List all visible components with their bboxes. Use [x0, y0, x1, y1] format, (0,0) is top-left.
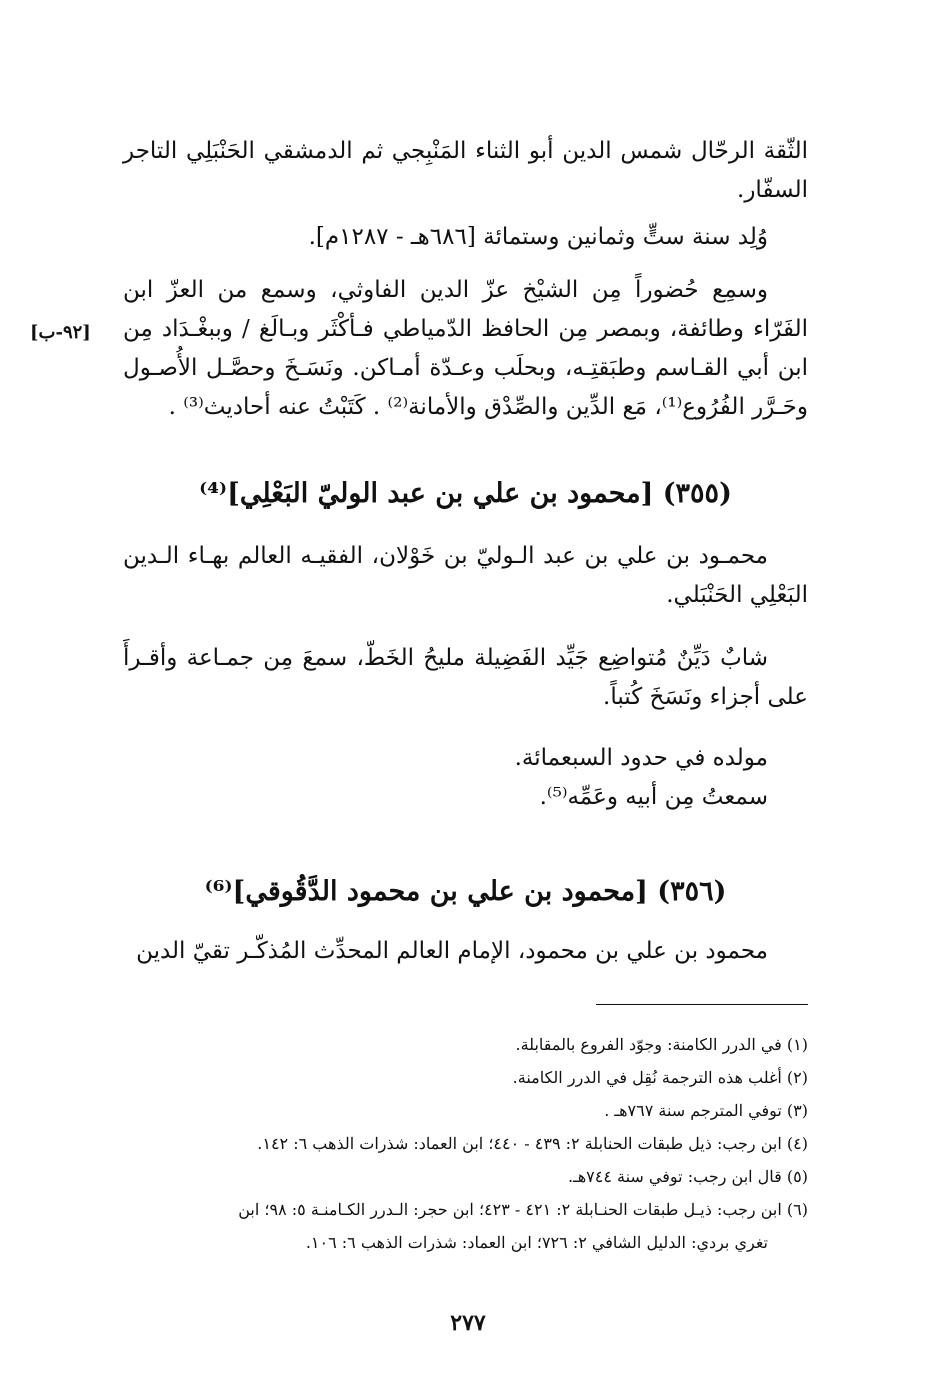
footnote-separator: [596, 1004, 808, 1005]
entry-356-body: [123, 932, 808, 971]
entry-356-paragraph-1: محمود بن علي بن محمود، الإمام العالم المحدِّث المُذكّـر تقيّ الدين: [136, 938, 768, 964]
footnote-5: (٥) قال ابن رجب: توفي سنة ٧٤٤هـ.: [567, 1167, 808, 1186]
footnote-1: (١) في الدرر الكامنة: وجوّد الفروع بالمقابلة.: [515, 1035, 808, 1054]
page-number: ٢٧٧: [450, 1310, 486, 1336]
footnote-6: (٦) ابن رجب: ذيـل طبقات الحنـابلة ٢: ٤٢١ - ٤٢٣؛ ابن حجر: الـدرر الكـامنـة ٥: ٩٨؛ ابن: [238, 1200, 808, 1219]
footnotes: [123, 1028, 808, 1259]
footnote-6-continuation: تغري بردي: الدليل الشافي ٢: ٧٢٦؛ ابن العماد: شذرات الذهب ٦: ١٠٦.: [305, 1233, 768, 1252]
entry-354-line-1: الثّقة الرحّال شمس الدين أبو الثناء المَنْبِجي ثم الدمشقي الحَنْبَلِي التاجر السفّار.: [123, 138, 808, 203]
entry-355-paragraph-4: سمعتُ مِن أبيه وعَمِّه⁽⁵⁾.: [539, 784, 768, 810]
entry-355-body: [123, 537, 808, 817]
footnote-3: (٣) توفي المترجم سنة ٧٦٧هـ .: [604, 1101, 808, 1120]
entry-355-paragraph-3: مولده في حدود السبعمائة.: [514, 745, 768, 771]
entry-355-paragraph-2: شابٌ دَيِّنٌ مُتواضِع جَيِّد الفَضِيلة مليحُ الخَطّ، سمعَ مِن جمـاعة وأقـرأَ على أجزاء ونَسَخَ كُتباً.: [123, 645, 808, 710]
entry-355-heading: (٣٥٥) [محمود بن علي بن عبد الوليّ البَعْلِي]⁽⁴⁾: [199, 478, 732, 509]
footnote-4: (٤) ابن رجب: ذيل طبقات الحنابلة ٢: ٤٣٩ - ٤٤٠؛ ابن العماد: شذرات الذهب ٦: ١٤٢.: [257, 1134, 808, 1153]
entry-355-paragraph-1: محمـود بن علي بن عبد الـوليّ بن خَوْلان، الفقيـه العالم بهـاء الـدين البَعْلِي الحَنْبَلي.: [123, 543, 808, 608]
entry-354-birth: وُلِد سنة ستٍّ وثمانين وستمائة [٦٨٦هـ - ١٢٨٧م].: [308, 224, 768, 250]
manuscript-folio-marker: [٩٢-ب]: [30, 322, 91, 343]
entry-354-body: وسمِع حُضوراً مِن الشيْخ عزّ الدين الفاوثي، وسمع من العزّ ابن الفَرّاء وطائفة، وبمصر مِن الحافظ الدّمياطي فـأكْثَر وبـالَغ / وببغْـدَاد مِن ابن أبي القـاسم وطبَقتِـه، وبحلَب وعـدّة أمـاكن. ونَسَـخَ وحصَّـل الأُصـول وحَـرَّر الفُرُوع⁽¹⁾، مَع الدِّين والصِّدْق والأمانة⁽²⁾ . كَتَبْتُ عنه أحاديث⁽³⁾ .: [123, 277, 808, 420]
entry-356-heading: (٣٥٦) [محمود بن علي بن محمود الدَّقُوقي]⁽⁶⁾: [204, 876, 727, 907]
footnote-2: (٢) أغلب هذه الترجمة نُقِل في الدرر الكامنة.: [512, 1068, 808, 1087]
entry-354-continuation: [123, 132, 808, 427]
